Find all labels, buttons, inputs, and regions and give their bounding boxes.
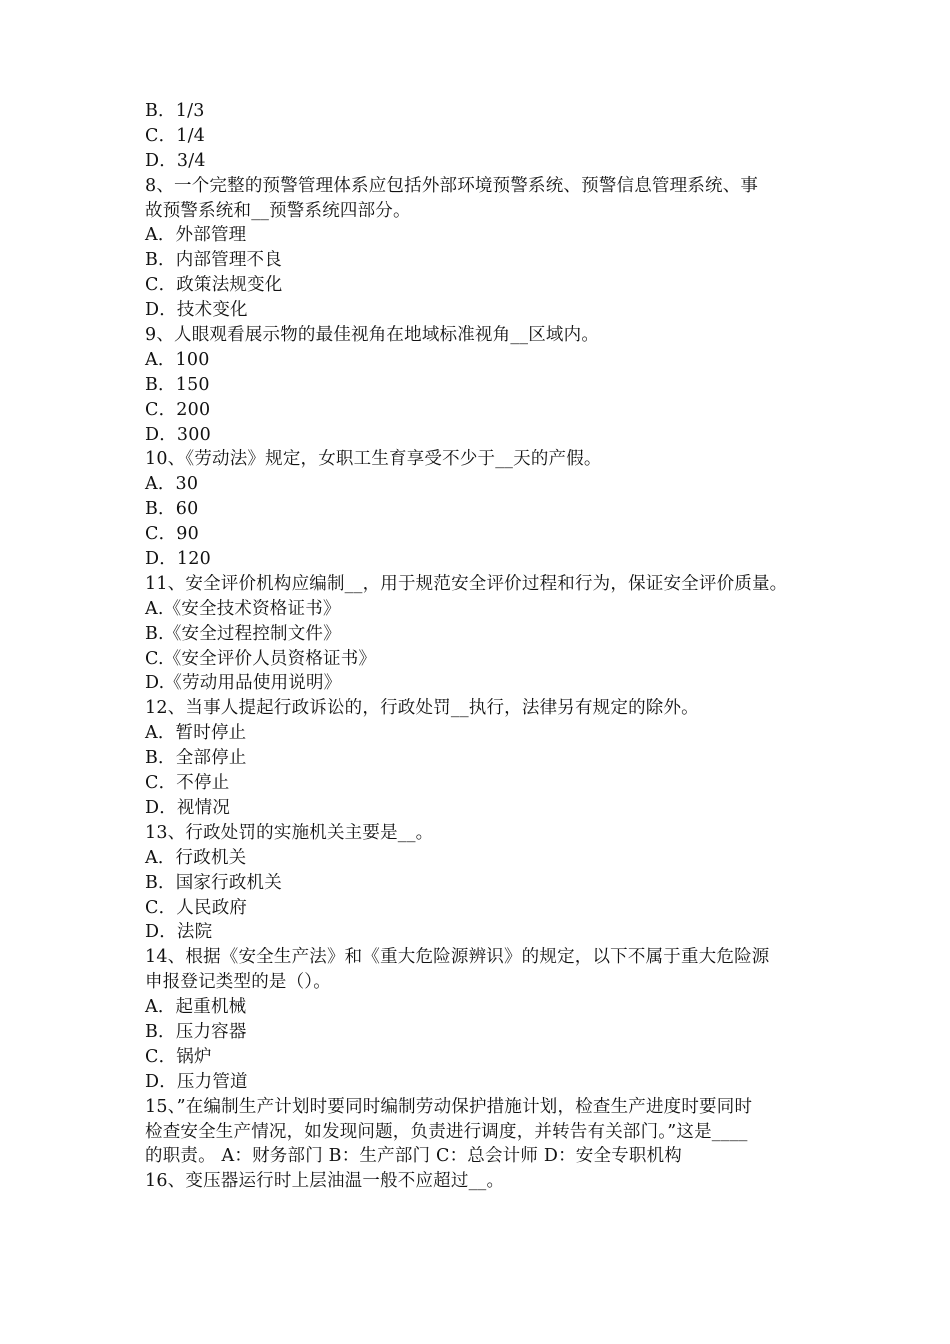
- text-line: C．政策法规变化: [145, 275, 283, 296]
- text-line: 申报登记类型的是（）。: [145, 972, 331, 993]
- text-line: D.《劳动用品使用说明》: [145, 673, 342, 694]
- text-line: C．1/4: [145, 125, 206, 146]
- text-line: 13、行政处罚的实施机关主要是__。: [145, 822, 434, 843]
- text-line: 检查安全生产情况，如发现问题，负责进行调度，并转告有关部门。”这是____: [145, 1121, 748, 1142]
- text-line: A.《安全技术资格证书》: [145, 598, 341, 619]
- text-line: B．内部管理不良: [145, 250, 282, 271]
- text-line: A．起重机械: [145, 997, 247, 1018]
- text-line: A．外部管理: [145, 225, 247, 246]
- text-line: A．30: [145, 474, 199, 495]
- text-line: B.《安全过程控制文件》: [145, 623, 341, 644]
- text-line: 9、人眼观看展示物的最佳视角在地域标准视角__区域内。: [145, 325, 600, 346]
- text-line: 8、一个完整的预警管理体系应包括外部环境预警系统、预警信息管理系统、事: [145, 175, 759, 196]
- text-line: B．压力容器: [145, 1021, 247, 1042]
- text-line: D．法院: [145, 922, 213, 943]
- text-line: 的职责。 A：财务部门 B：生产部门 C：总会计师 D：安全专职机构: [145, 1146, 682, 1167]
- text-line: C．锅炉: [145, 1046, 212, 1067]
- text-line: C．不停止: [145, 773, 230, 794]
- text-line: D．压力管道: [145, 1071, 248, 1092]
- text-line: 12、当事人提起行政诉讼的，行政处罚__执行，法律另有规定的除外。: [145, 698, 699, 719]
- text-line: A．暂时停止: [145, 723, 247, 744]
- text-line: C.《安全评价人员资格证书》: [145, 648, 377, 669]
- text-line: D．300: [145, 424, 211, 445]
- text-line: B．全部停止: [145, 748, 247, 769]
- text-line: B．国家行政机关: [145, 872, 282, 893]
- text-line: B．150: [145, 374, 210, 395]
- text-line: 16、变压器运行时上层油温一般不应超过__。: [145, 1171, 505, 1192]
- text-line: C．200: [145, 399, 211, 420]
- text-line: D．120: [145, 549, 211, 570]
- text-line: D．视情况: [145, 797, 231, 818]
- text-line: D．3/4: [145, 150, 206, 171]
- text-line: D．技术变化: [145, 300, 248, 321]
- text-line: C．90: [145, 524, 199, 545]
- text-line: B．60: [145, 499, 199, 520]
- text-line: A．100: [145, 349, 210, 370]
- text-line: 10、《劳动法》规定，女职工生育享受不少于__天的产假。: [145, 449, 602, 470]
- text-line: B．1/3: [145, 101, 205, 121]
- text-line: C．人民政府: [145, 897, 248, 918]
- text-line: 11、安全评价机构应编制__，用于规范安全评价过程和行为，保证安全评价质量。: [145, 573, 788, 594]
- document-page: [145, 99, 825, 1194]
- text-line: A．行政机关: [145, 847, 247, 868]
- text-line: 14、根据《安全生产法》和《重大危险源辨识》的规定，以下不属于重大危险源: [145, 947, 770, 968]
- text-line: 15、”在编制生产计划时要同时编制劳动保护措施计划，检查生产进度时要同时: [145, 1096, 753, 1117]
- text-line: 故预警系统和__预警系统四部分。: [145, 200, 411, 221]
